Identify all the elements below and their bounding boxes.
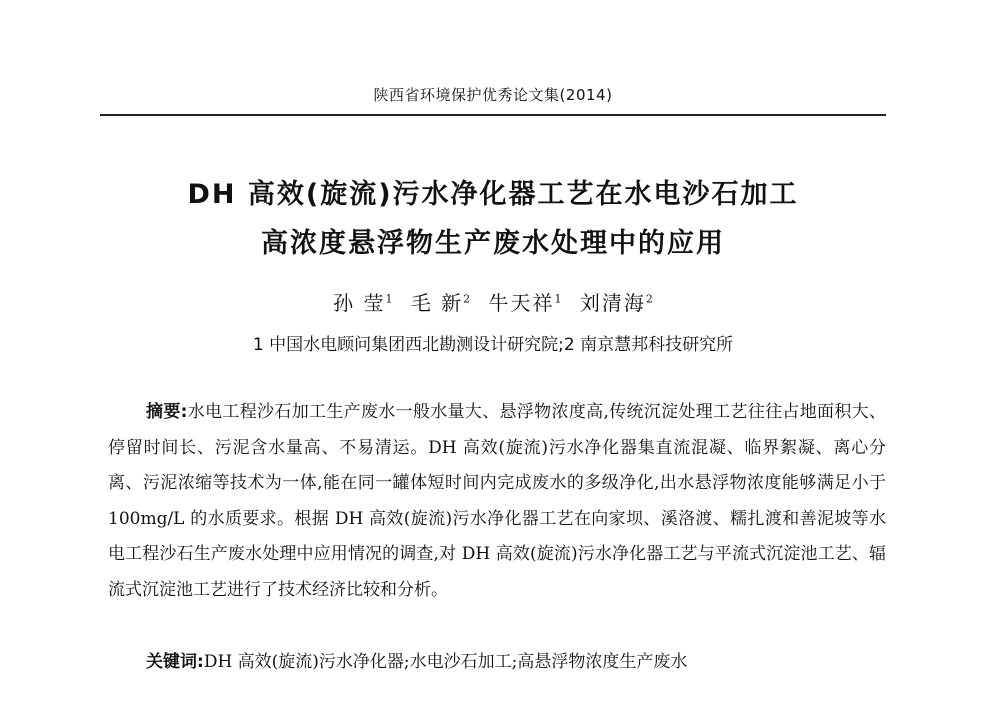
affiliation: 1 中国水电顾问集团西北勘测设计研究院;2 南京慧邦科技研究所 xyxy=(252,335,734,355)
author-affiliation-mark: 1 xyxy=(554,292,562,305)
author-name: 毛 新 xyxy=(410,290,464,315)
title-line-2: 高浓度悬浮物生产废水处理中的应用 xyxy=(261,228,725,259)
author xyxy=(580,291,653,315)
author xyxy=(333,291,392,315)
author-name: 孙 莹 xyxy=(333,290,386,315)
author xyxy=(411,291,470,315)
author xyxy=(489,291,562,315)
keywords-text: DH 高效(旋流)污水净化器;水电沙石加工;高悬浮物浓度生产废水 xyxy=(203,652,688,672)
author-affiliation-mark: 2 xyxy=(645,292,653,305)
author-list xyxy=(100,284,886,318)
keywords xyxy=(108,646,886,678)
paper-title xyxy=(100,170,886,268)
author-name: 牛天祥 xyxy=(488,290,555,315)
keywords-label: 关键词: xyxy=(146,652,204,672)
header-rule xyxy=(100,114,886,116)
abstract-text: 水电工程沙石加工生产废水一般水量大、悬浮物浓度高,传统沉淀处理工艺往往占地面积大、停留时间长、污泥含水量高、不易清运。DH 高效(旋流)污水净化器集直流混凝、临界絮凝、离心分离、污泥浓缩等技术为一体,能在同一罐体短时间内完成废水的多级净化,出水悬浮物浓度能够满足小于 100mg/L 的水质要求。根据 DH 高效(旋流)污水净化器工艺在向家坝、溪洛渡、糯扎渡和善泥坡等水电工程沙石生产废水处理中应用情况的调查,对 DH 高效(旋流)污水净化器工艺与平流式沉淀池工艺、辐流式沉淀池工艺进行了技术经济比较和分析。 xyxy=(108,402,886,600)
author-name: 刘清海 xyxy=(579,290,646,315)
abstract-label: 摘要: xyxy=(146,402,188,422)
author-affiliation-mark: 1 xyxy=(385,292,393,305)
abstract xyxy=(108,395,886,608)
running-header: 陕西省环境保护优秀论文集(2014) xyxy=(373,86,613,104)
title-line-1: DH 高效(旋流)污水净化器工艺在水电沙石加工 xyxy=(187,179,799,210)
author-affiliation-mark: 2 xyxy=(463,292,471,305)
